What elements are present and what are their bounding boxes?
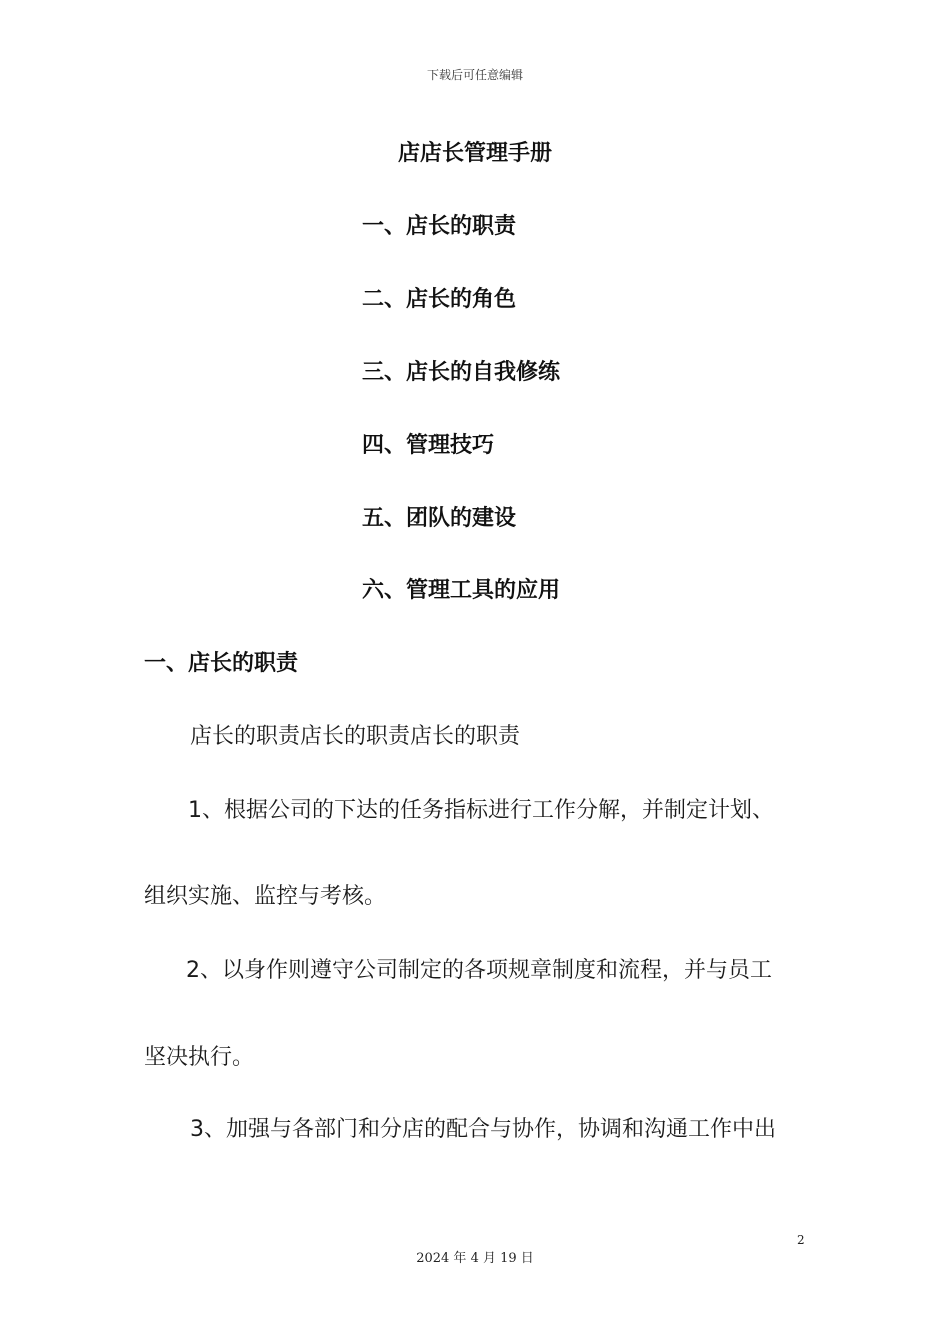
page-number: 2	[797, 1233, 805, 1247]
document-title: 店店长管理手册	[397, 141, 552, 166]
duty-item-3-line-1: 3、加强与各部门和分店的配合与协作，协调和沟通工作中出	[190, 1117, 776, 1142]
section-heading-duties: 一、店长的职责	[144, 651, 299, 676]
toc-item-duties: 一、店长的职责	[362, 214, 517, 239]
duty-item-2-line-1: 2、以身作则遵守公司制定的各项规章制度和流程，并与员工	[186, 958, 772, 983]
duty-item-1-line-1: 1、根据公司的下达的任务指标进行工作分解，并制定计划、	[188, 798, 774, 823]
toc-item-management-skills: 四、管理技巧	[362, 433, 495, 458]
toc-item-team-building: 五、团队的建设	[362, 506, 517, 531]
header-note: 下载后可任意编辑	[426, 68, 523, 82]
duty-item-2-line-2: 坚决执行。	[144, 1045, 255, 1070]
toc-item-self-cultivation: 三、店长的自我修练	[362, 360, 561, 385]
toc-item-roles: 二、店长的角色	[362, 287, 517, 312]
footer-date: 2024 年 4 月 19 日	[416, 1251, 534, 1266]
toc-item-management-tools: 六、管理工具的应用	[362, 578, 561, 603]
section-intro: 店长的职责店长的职责店长的职责	[190, 724, 521, 749]
duty-item-1-line-2: 组织实施、监控与考核。	[144, 884, 387, 909]
